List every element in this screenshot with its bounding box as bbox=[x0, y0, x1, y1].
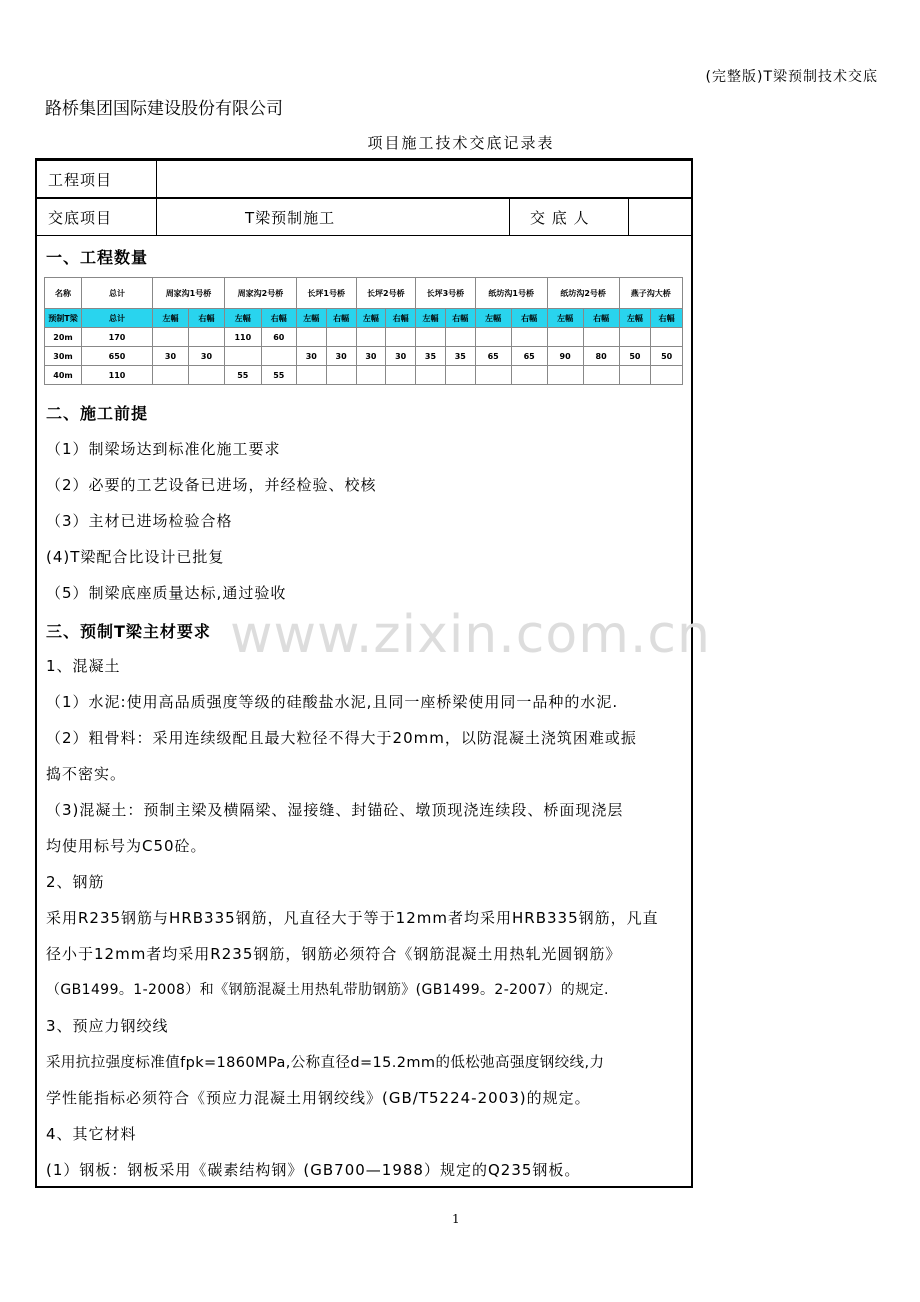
table-cell: 80 bbox=[583, 347, 619, 366]
table-subheader-cell: 左幅 bbox=[356, 309, 386, 328]
body-line: 3、预应力钢绞线 bbox=[46, 1017, 169, 1035]
body-line: 1、混凝土 bbox=[46, 657, 121, 675]
table-cell bbox=[445, 366, 475, 385]
item-label: 交底项目 bbox=[36, 199, 157, 236]
table-cell: 170 bbox=[82, 328, 153, 347]
body-line: （GB1499。1-2008）和《钢筋混凝土用热轧带肋钢筋》(GB1499。2-2007）的规定. bbox=[46, 982, 609, 998]
quantity-table-subheader bbox=[45, 309, 683, 328]
table-cell: 55 bbox=[224, 366, 261, 385]
table-cell: 30 bbox=[356, 347, 386, 366]
condition-item: （5）制梁底座质量达标,通过验收 bbox=[46, 584, 287, 602]
header-row-project bbox=[35, 160, 693, 198]
table-cell: 30 bbox=[326, 347, 356, 366]
section2-title: 二、施工前提 bbox=[46, 404, 149, 423]
condition-item: （1）制梁场达到标准化施工要求 bbox=[46, 440, 281, 458]
table-subheader-cell: 右幅 bbox=[326, 309, 356, 328]
condition-item: (4)T梁配合比设计已批复 bbox=[46, 548, 225, 566]
table-row bbox=[45, 366, 683, 385]
body-line: 径小于12mm者均采用R235钢筋，钢筋必须符合《钢筋混凝土用热轧光圆钢筋》 bbox=[46, 945, 622, 963]
table-cell bbox=[326, 328, 356, 347]
table-header-cell: 长坪2号桥 bbox=[356, 278, 416, 309]
table-cell: 35 bbox=[445, 347, 475, 366]
person-label: 交 底 人 bbox=[510, 199, 629, 236]
item-value: T梁预制施工 bbox=[157, 199, 510, 236]
table-cell: 65 bbox=[475, 347, 511, 366]
table-cell: 50 bbox=[619, 347, 651, 366]
watermark: www.zixin.com.cn bbox=[230, 605, 711, 665]
body-line: 采用抗拉强度标准值fpk=1860MPa,公称直径d=15.2mm的低松弛高强度钢绞线,力 bbox=[46, 1055, 605, 1071]
table-header-cell: 长坪3号桥 bbox=[416, 278, 476, 309]
table-cell: 50 bbox=[651, 347, 683, 366]
project-label: 工程项目 bbox=[36, 161, 157, 198]
table-cell bbox=[511, 366, 547, 385]
body-line: 采用R235钢筋与HRB335钢筋，凡直径大于等于12mm者均采用HRB335钢筋，凡直 bbox=[46, 909, 659, 927]
table-cell bbox=[386, 328, 416, 347]
table-cell bbox=[475, 366, 511, 385]
table-subheader-cell: 左幅 bbox=[619, 309, 651, 328]
quantity-table bbox=[44, 277, 683, 385]
table-cell bbox=[583, 328, 619, 347]
section1-title: 一、工程数量 bbox=[46, 248, 149, 267]
table-cell bbox=[296, 328, 326, 347]
table-header-cell: 纸坊沟2号桥 bbox=[547, 278, 619, 309]
table-cell bbox=[356, 366, 386, 385]
table-cell bbox=[619, 366, 651, 385]
table-header-cell: 纸坊沟1号桥 bbox=[475, 278, 547, 309]
company-name: 路桥集团国际建设股份有限公司 bbox=[45, 99, 283, 119]
table-cell: 90 bbox=[547, 347, 583, 366]
table-subheader-cell: 左幅 bbox=[475, 309, 511, 328]
table-cell bbox=[547, 328, 583, 347]
table-cell: 30 bbox=[386, 347, 416, 366]
table-cell: 110 bbox=[82, 366, 153, 385]
body-line: 学性能指标必须符合《预应力混凝土用钢绞线》(GB/T5224-2003)的规定。 bbox=[46, 1089, 591, 1107]
table-cell: 20m bbox=[45, 328, 82, 347]
table-header-cell: 名称 bbox=[45, 278, 82, 309]
table-cell bbox=[188, 328, 224, 347]
table-subheader-cell: 右幅 bbox=[511, 309, 547, 328]
condition-item: （2）必要的工艺设备已进场，并经检验、校核 bbox=[46, 476, 377, 494]
table-subheader-cell: 预制T梁 bbox=[45, 309, 82, 328]
table-header-cell: 总计 bbox=[82, 278, 153, 309]
table-cell bbox=[651, 328, 683, 347]
table-subheader-cell: 左幅 bbox=[547, 309, 583, 328]
table-cell: 30m bbox=[45, 347, 82, 366]
table-cell bbox=[416, 328, 446, 347]
table-cell bbox=[651, 366, 683, 385]
body-line: 均使用标号为C50砼。 bbox=[46, 837, 207, 855]
table-cell: 35 bbox=[416, 347, 446, 366]
table-cell bbox=[356, 328, 386, 347]
section3-title: 三、预制T梁主材要求 bbox=[46, 622, 211, 641]
table-subheader-cell: 右幅 bbox=[583, 309, 619, 328]
table-cell bbox=[326, 366, 356, 385]
table-subheader-cell: 左幅 bbox=[153, 309, 189, 328]
table-cell bbox=[583, 366, 619, 385]
quantity-table-header bbox=[45, 278, 683, 309]
table-cell: 110 bbox=[224, 328, 261, 347]
table-cell bbox=[475, 328, 511, 347]
table-subheader-cell: 右幅 bbox=[386, 309, 416, 328]
form-title bbox=[0, 132, 920, 153]
table-subheader-cell: 右幅 bbox=[651, 309, 683, 328]
table-cell bbox=[416, 366, 446, 385]
table-cell bbox=[511, 328, 547, 347]
table-cell: 650 bbox=[82, 347, 153, 366]
table-cell bbox=[153, 366, 189, 385]
table-cell: 55 bbox=[261, 366, 296, 385]
table-header-cell: 燕子沟大桥 bbox=[619, 278, 682, 309]
person-value bbox=[629, 199, 693, 236]
table-cell bbox=[153, 328, 189, 347]
header-row-item bbox=[35, 198, 693, 236]
table-cell: 30 bbox=[296, 347, 326, 366]
condition-item: （3）主材已进场检验合格 bbox=[46, 512, 233, 530]
body-line: （2）粗骨料：采用连续级配且最大粒径不得大于20mm，以防混凝土浇筑困难或振 bbox=[46, 729, 637, 747]
table-subheader-cell: 右幅 bbox=[445, 309, 475, 328]
body-line: 2、钢筋 bbox=[46, 873, 105, 891]
table-subheader-cell: 右幅 bbox=[188, 309, 224, 328]
table-subheader-cell: 左幅 bbox=[416, 309, 446, 328]
table-row bbox=[45, 347, 683, 366]
body-line: 捣不密实。 bbox=[46, 765, 127, 783]
table-subheader-cell: 总计 bbox=[82, 309, 153, 328]
table-subheader-cell: 左幅 bbox=[224, 309, 261, 328]
table-cell bbox=[547, 366, 583, 385]
table-cell bbox=[224, 347, 261, 366]
table-header-cell: 长坪1号桥 bbox=[296, 278, 356, 309]
table-subheader-cell: 左幅 bbox=[296, 309, 326, 328]
document-title: (完整版)T梁预制技术交底 bbox=[705, 69, 878, 85]
table-subheader-cell: 右幅 bbox=[261, 309, 296, 328]
table-cell bbox=[261, 347, 296, 366]
body-line: （1）水泥:使用高品质强度等级的硅酸盐水泥,且同一座桥梁使用同一品种的水泥. bbox=[46, 693, 619, 711]
project-value bbox=[157, 161, 693, 198]
table-cell: 65 bbox=[511, 347, 547, 366]
table-header-cell: 周家沟2号桥 bbox=[224, 278, 296, 309]
table-row bbox=[45, 328, 683, 347]
page-number: 1 bbox=[452, 1212, 460, 1226]
table-cell bbox=[445, 328, 475, 347]
body-line: 4、其它材料 bbox=[46, 1125, 137, 1143]
body-line: （3)混凝土：预制主梁及横隔梁、湿接缝、封锚砼、墩顶现浇连续段、桥面现浇层 bbox=[46, 801, 624, 819]
table-cell: 30 bbox=[153, 347, 189, 366]
table-cell: 30 bbox=[188, 347, 224, 366]
body-line: (1）钢板：钢板采用《碳素结构钢》(GB700—1988）规定的Q235钢板。 bbox=[46, 1161, 581, 1179]
table-cell bbox=[619, 328, 651, 347]
table-cell bbox=[188, 366, 224, 385]
table-cell bbox=[386, 366, 416, 385]
quantity-table-body bbox=[45, 328, 683, 385]
table-cell bbox=[296, 366, 326, 385]
table-header-cell: 周家沟1号桥 bbox=[153, 278, 225, 309]
table-cell: 60 bbox=[261, 328, 296, 347]
table-cell: 40m bbox=[45, 366, 82, 385]
form-title-text: 项目施工技术交底记录表 bbox=[367, 134, 555, 152]
